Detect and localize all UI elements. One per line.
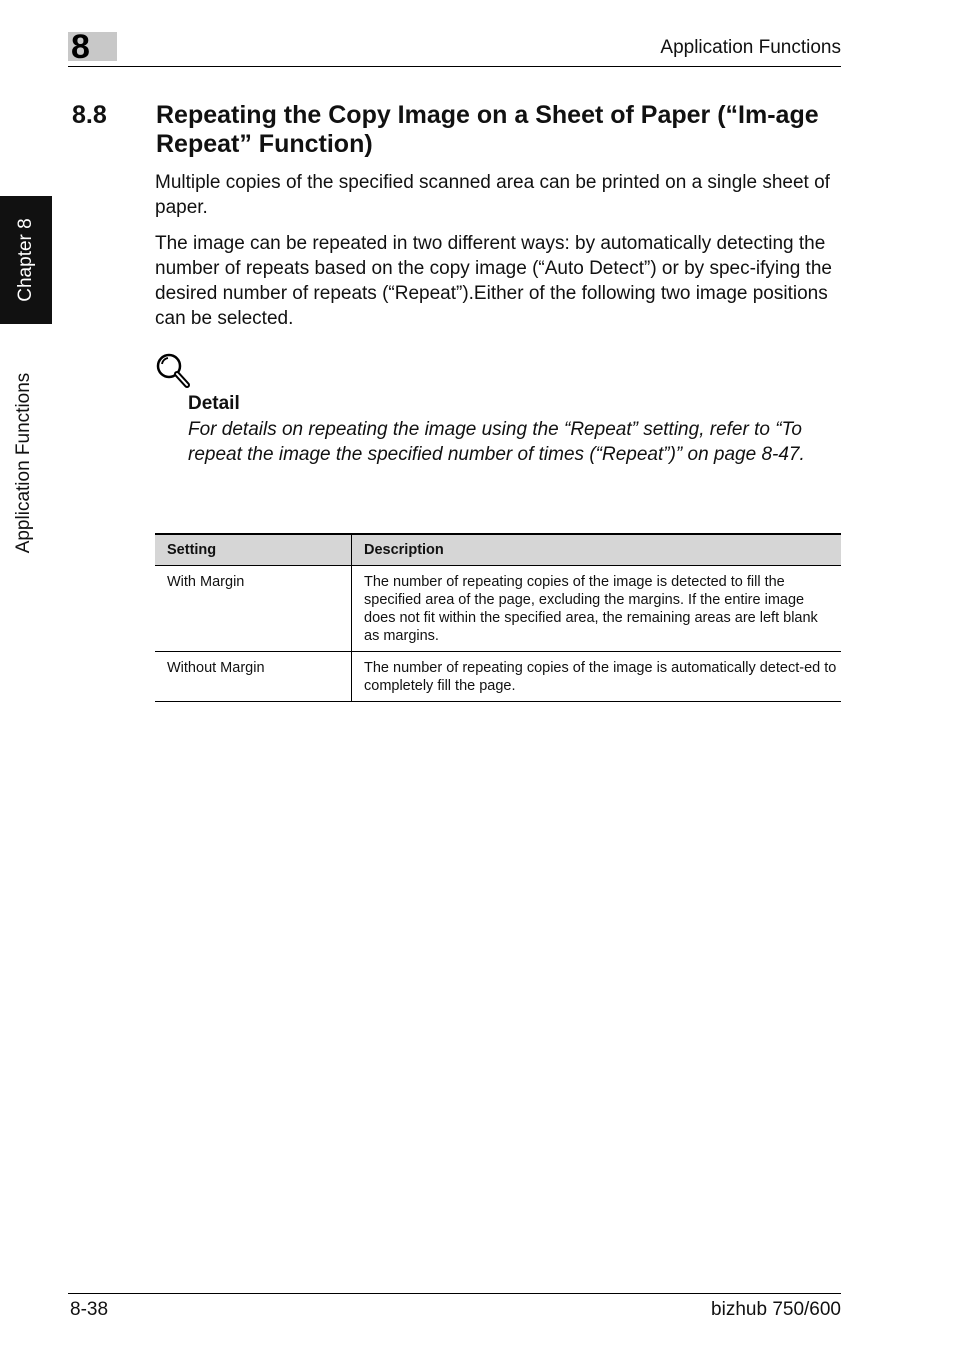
table-row bbox=[155, 566, 841, 652]
product-name: bizhub 750/600 bbox=[711, 1299, 841, 1320]
section-title: Repeating the Copy Image on a Sheet of Paper (“Im-age Repeat” Function) bbox=[156, 101, 819, 158]
magnifier-icon bbox=[155, 352, 191, 390]
side-tab-section-label: Application Functions bbox=[13, 372, 34, 554]
column-header-setting: Setting bbox=[155, 534, 352, 566]
footer-divider bbox=[68, 1293, 841, 1294]
header-divider bbox=[68, 66, 841, 67]
body-paragraph: The image can be repeated in two different ways: by automatically detecting the number of repeats based on the copy image (“Auto Detect”) or by spec-ifying the desired number of repeats (“Repeat”).Either of the following two image positions can be selected. bbox=[155, 233, 832, 329]
description-cell: The number of repeating copies of the image is detected to fill the specified area of the page, excluding the margins. If the entire image does not fit within the specified area, the remaining areas are left blank as margins. bbox=[364, 574, 818, 644]
setting-cell: With Margin bbox=[155, 566, 352, 652]
description-cell: The number of repeating copies of the image is automatically detect-ed to completely fill the page. bbox=[364, 660, 837, 694]
detail-label: Detail bbox=[188, 393, 240, 414]
column-header-description: Description bbox=[364, 542, 444, 558]
running-header-title: Application Functions bbox=[660, 37, 841, 58]
chapter-number: 8 bbox=[71, 28, 90, 66]
settings-table bbox=[155, 533, 841, 702]
side-tab-chapter-label: Chapter 8 bbox=[15, 218, 36, 302]
setting-cell: Without Margin bbox=[155, 652, 352, 702]
table-row bbox=[155, 652, 841, 702]
body-paragraph: Multiple copies of the specified scanned area can be printed on a single sheet of paper. bbox=[155, 172, 830, 218]
page-number: 8-38 bbox=[70, 1299, 109, 1320]
table-header-row bbox=[155, 534, 841, 566]
detail-text: For details on repeating the image using the “Repeat” setting, refer to “To repeat the image the specified number of times (“Repeat”)” on page 8-47. bbox=[188, 419, 805, 465]
section-number: 8.8 bbox=[72, 101, 107, 129]
